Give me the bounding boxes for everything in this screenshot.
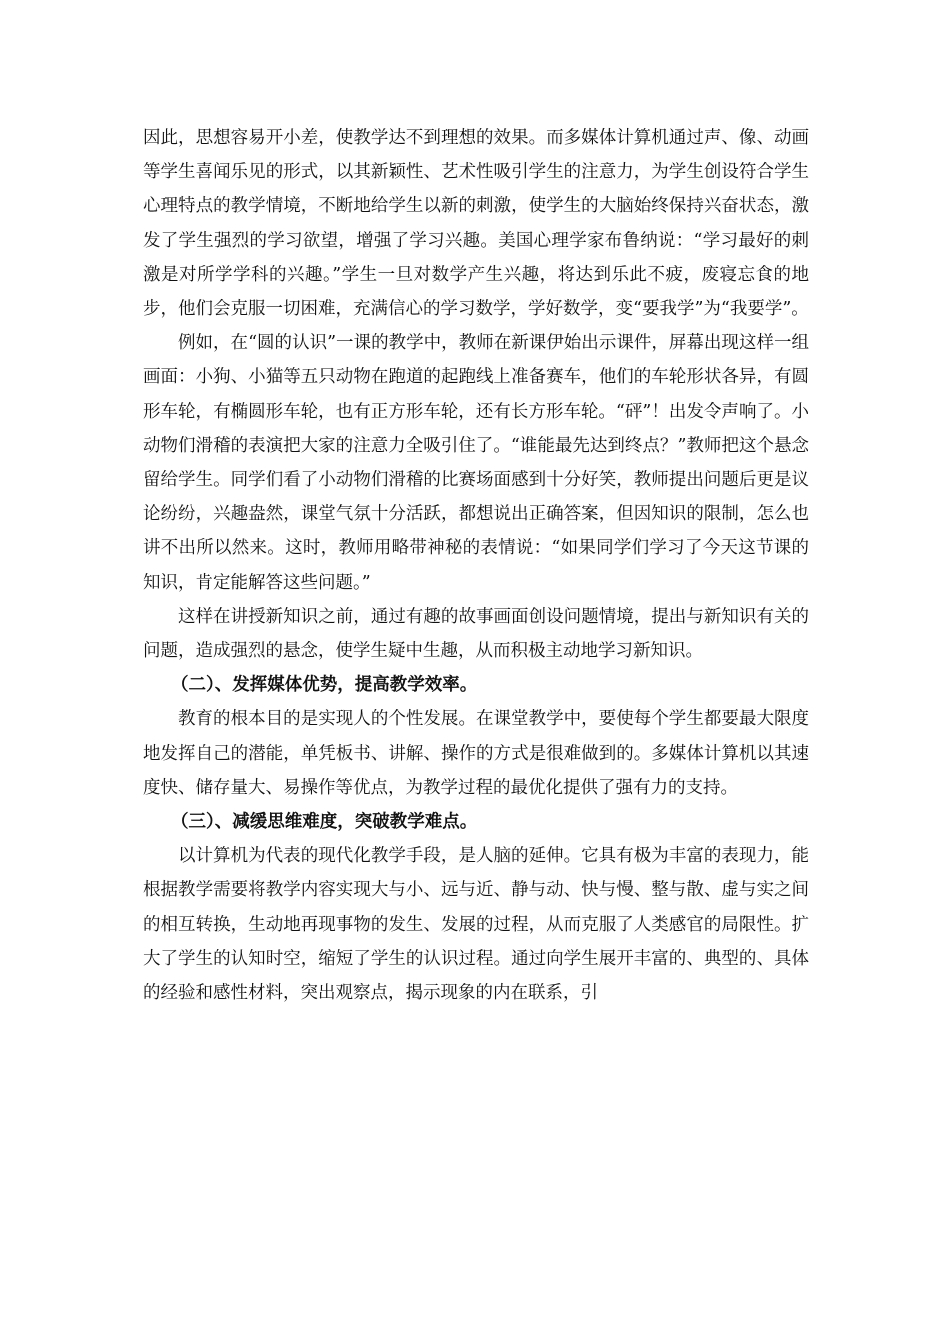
paragraph-continued: 因此，思想容易开小差，使教学达不到理想的效果。而多媒体计算机通过声、像、动画等学生喜闻乐见的形式，以其新颖性、艺术性吸引学生的注意力，为学生创设符合学生心理特点的教学情境，不断地给学生以新的刺激，使学生的大脑始终保持兴奋状态，激发了学生强烈的学习欲望，增强了学习兴趣。美国心理学家布鲁纳说：“学习最好的刺激是对所学学科的兴趣。”学生一旦对数学产生兴趣，将达到乐此不疲，废寝忘食的地步，他们会克服一切困难，充满信心的学习数学，学好数学，变“要我学”为“我要学”。 [143,128,809,320]
paragraph-education-goal: 教育的根本目的是实现人的个性发展。在课堂教学中，要使每个学生都要最大限度地发挥自己的潜能，单凭板书、讲解、操作的方式是很难做到的。多媒体计算机以其速度快、储存量大、易操作等优点，为教学过程的最优化提供了强有力的支持。 [143,709,809,798]
section-heading-2: （二）、发挥媒体优势，提高教学效率。 [171,675,478,696]
paragraph-suspense: 这样在讲授新知识之前，通过有趣的故事画面创设问题情境，提出与新知识有关的问题，造成强烈的悬念，使学生疑中生趣，从而积极主动地学习新知识。 [143,606,809,662]
section-heading-3: （三）、减缓思维难度，突破教学难点。 [171,812,478,833]
paragraph-computer-teaching: 以计算机为代表的现代化教学手段，是人脑的延伸。它具有极为丰富的表现力，能根据教学需要将教学内容实现大与小、远与近、静与动、快与慢、整与散、虚与实之间的相互转换，生动地再现事物的发生、发展的过程，从而克服了人类感官的局限性。扩大了学生的认知时空，缩短了学生的认识过程。通过向学生展开丰富的、典型的、具体的经验和感性材料，突出观察点，揭示现象的内在联系，引 [143,846,809,1004]
paragraph-example-circle: 例如，在“圆的认识”一课的教学中，教师在新课伊始出示课件，屏幕出现这样一组画面：小狗、小猫等五只动物在跑道的起跑线上准备赛车，他们的车轮形状各异，有圆形车轮，有椭圆形车轮，也有正方形车轮，还有长方形车轮。“砰”！出发令声响了。小动物们滑稽的表演把大家的注意力全吸引住了。“谁能最先达到终点？”教师把这个悬念留给学生。同学们看了小动物们滑稽的比赛场面感到十分好笑，教师提出问题后更是议论纷纷，兴趣盎然，课堂气氛十分活跃，都想说出正确答案，但因知识的限制，怎么也讲不出所以然来。这时，教师用略带神秘的表情说：“如果同学们学习了今天这节课的知识，肯定能解答这些问题。” [143,333,809,593]
document-page [143,121,809,1010]
